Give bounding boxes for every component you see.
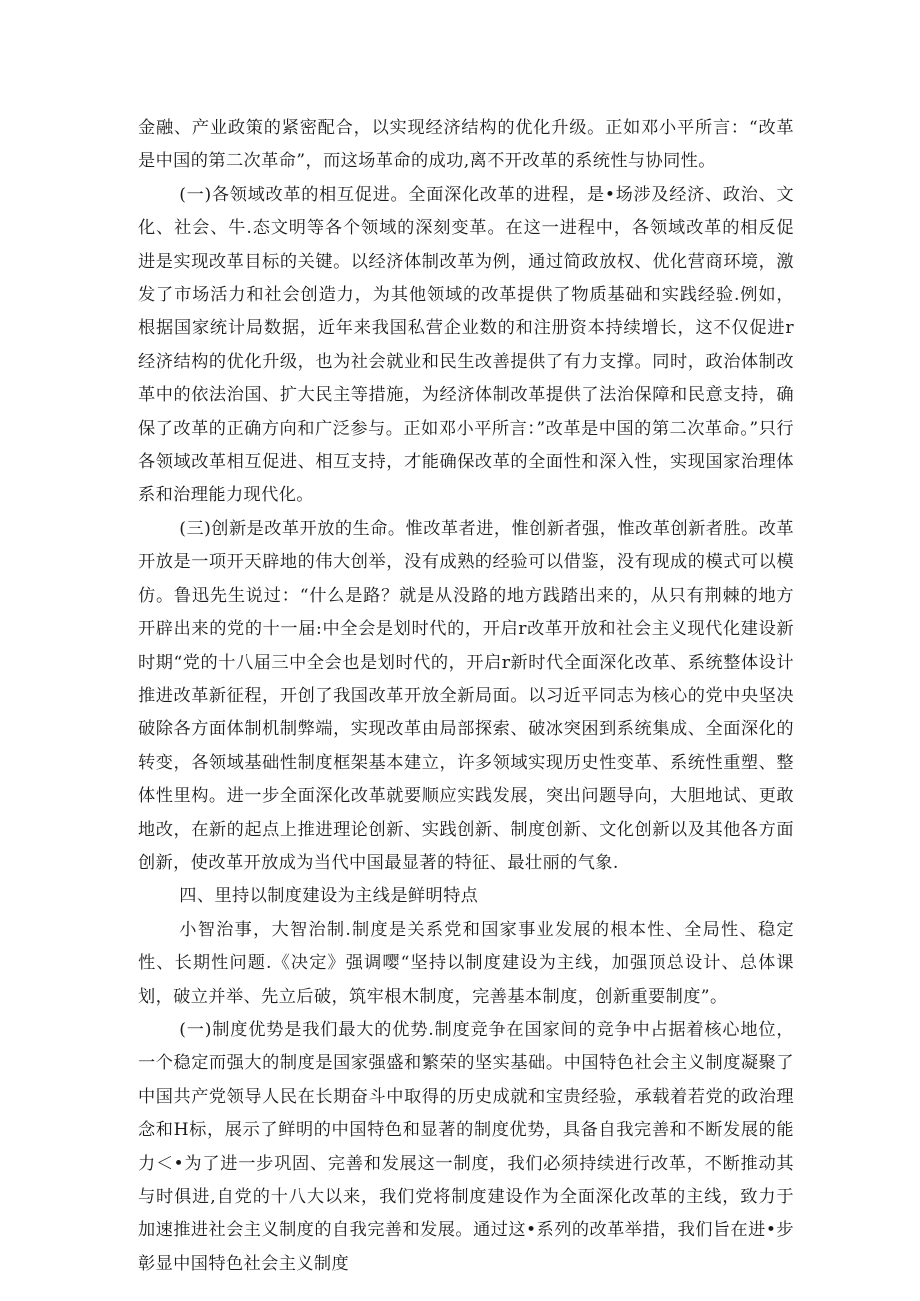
paragraph-institution-intro: 小智治事，大智治制.制度是关系党和国家事业发展的根本性、全局性、稳定性、长期性问题.《决定》强调嘤“坚持以制度建设为主线，加强顶总设计、总体课划，破立并举、先立后破，筑牢根木制度，完善基本制度，创新重要制度”。 — [138, 919, 794, 1007]
paragraph-continuation: 金融、产业政策的紧密配合，以实现经济结构的优化升级。正如邓小平所言：“改革是中国的第二次革命”，而这场革命的成功,离不开改革的系统性与协同性。 — [138, 118, 794, 172]
section-heading-institution-building: 四、里持以制度建设为主线是鲜明特点 — [179, 886, 479, 907]
paragraph-innovation: (三)创新是改革开放的生命。惟改革者进，惟创新者强，惟改革创新者胜。改革开放是一项开天辟地的伟大创举，没有成熟的经验可以借鉴，没有现成的模式可以模仿。鲁迅先生说过：“什么是路？就是从没路的地方践踏出来的，从只有荆棘的地方开辟出来的党的十一届:中全会是划时代的，开启r改革开放和社会主义现代化建设新时期“党的十八届三中全会也是划时代的，开启r新时代全面深化改革、系统整体设计推进改革新征程，开创了我国改革开放全新局面。以习近平同志为核心的党中央坚决破除各方面体制机制弊端，实现改革由局部探索、破冰突困到系统集成、全面深化的转变，各领域基础性制度框架基本建立，许多领域实现历史性变革、系统性重塑、整体性里构。进一步全面深化改革就要顺应实践发展，突出问题导向，大胆地试、更敢地改，在新的起点上推进理论创新、实践创新、制度创新、文化创新以及其他各方面创新，使改革开放成为当代中国最显著的特征、最壮丽的气象. — [138, 518, 794, 873]
document-body — [138, 112, 794, 1281]
paragraph-institutional-advantage: (一)制度优势是我们最大的优势.制度竞争在国家间的竞争中占据着核心地位，一个稳定而强大的制度是国家强盛和繁荣的坚实基础。中国特色社会主义制度凝聚了中国共产党领导人民在长期奋斗中取得的历史成就和宝贵经验，承载着若党的政治理念和H标，展示了鲜明的中国特色和显著的制度优势，具备自我完善和不断发展的能力＜•为了进一步巩固、完善和发展这一制度，我们必须持续进行改革，不断推动其与时俱进,自党的十八大以来，我们党将制度建设作为全面深化改革的主线，致力于加速推进社会主义制度的自我完善和发展。通过这•系列的改革举措，我们旨在进•步彰显中国特色社会主义制度 — [138, 1019, 794, 1274]
paragraph-reform-mutual-promotion: (一)各领域改革的相互促进。全面深化改革的进程，是•场涉及经济、政治、文化、社会、牛.态文明等各个领域的深刻变革。在这一进程中，各领域改革的相反促进是实现改革目标的关键。以经济体制改革为例，通过简政放权、优化营商环境，激发了市场活力和社会创造力，为其他领域的改革提供了物质基础和实践经验.例如，根据国家统计局数据，近年来我国私营企业数的和注册资本持续增长，这不仅促进r经济结构的优化升级，也为社会就业和民生改善提供了有力支撑。同时，政治体制改革中的依法治国、扩大民主等措施，为经济体制改革提供了法治保障和民意支持，确保了改革的正确方向和广泛参与。正如邓小平所言：”改革是中国的第二次革命。”只行各领域改革相互促进、相互支持，才能确保改革的全面性和深入性，实现国家治理体系和治理能力现代化。 — [138, 184, 794, 506]
